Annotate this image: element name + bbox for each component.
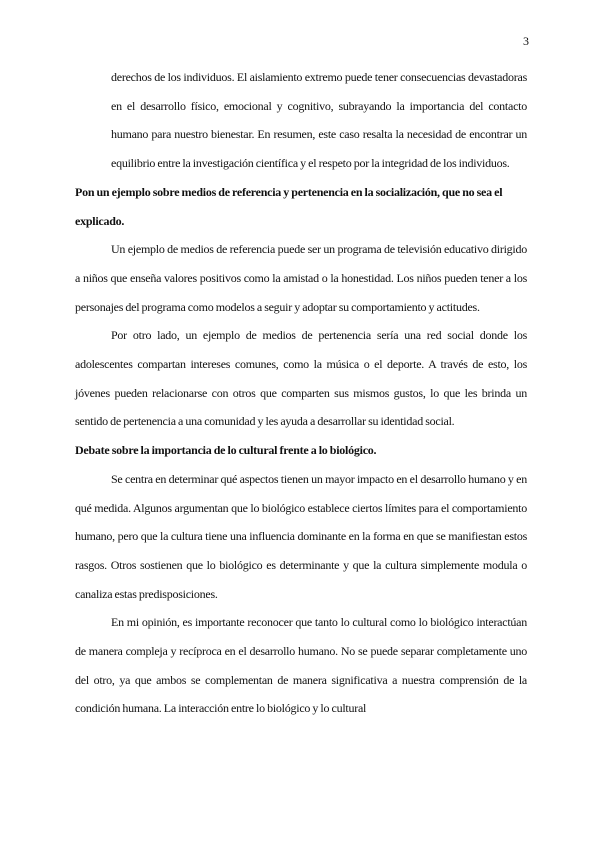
paragraph-continuation: derechos de los individuos. El aislamiento extremo puede tener consecuencias devastadoras en el desarrollo físico, emocional y cognitivo, subrayando la importancia del contacto humano para nuestro bienestar. En resumen, este caso resalta la necesidad de encontrar un equilibrio entre la investigación científica y el respeto por la integridad de los individuos. [111, 70, 527, 171]
page-number: 3 [523, 34, 529, 48]
paragraph-belonging-media: Por otro lado, un ejemplo de medios de pertenencia sería una red social donde los adolescentes compartan intereses comunes, como la música o el deporte. A través de esto, los jóvenes pueden relacionarse con otros que comparten sus mismos gustos, lo que les brinda un sentido de pertenencia a una comunidad y les ayuda a desarrollar su identidad social. [75, 328, 527, 429]
paragraph-debate: Se centra en determinar qué aspectos tienen un mayor impacto en el desarrollo humano y en qué medida. Algunos argumentan que lo biológico establece ciertos límites para el comportamiento humano, pero que la cultura tiene una influencia dominante en la forma en que se manifiestan estos rasgos. Otros sostienen que lo biológico es determinante y que la cultura simplemente modula o canaliza estas predisposiciones. [75, 471, 527, 601]
paragraph-reference-media: Un ejemplo de medios de referencia puede ser un programa de televisión educativo dirigido a niños que enseña valores positivos como la amistad o la honestidad. Los niños pueden tener a los personajes del programa como modelos a seguir y adoptar su comportamiento y actitudes. [75, 242, 527, 314]
section-heading-media: Pon un ejemplo sobre medios de referencia y pertenencia en la socialización, que no sea el explicado. [75, 184, 503, 228]
paragraph-opinion: En mi opinión, es importante reconocer que tanto lo cultural como lo biológico interactúan de manera compleja y recíproca en el desarrollo humano. No se puede separar completamente uno del otro, ya que ambos se complementan de manera significativa a nuestra comprensión de la condición humana. La interacción entre lo biológico y lo cultural [75, 615, 527, 716]
section-heading-debate: Debate sobre la importancia de lo cultural frente a lo biológico. [75, 443, 377, 458]
document-body [75, 63, 527, 723]
